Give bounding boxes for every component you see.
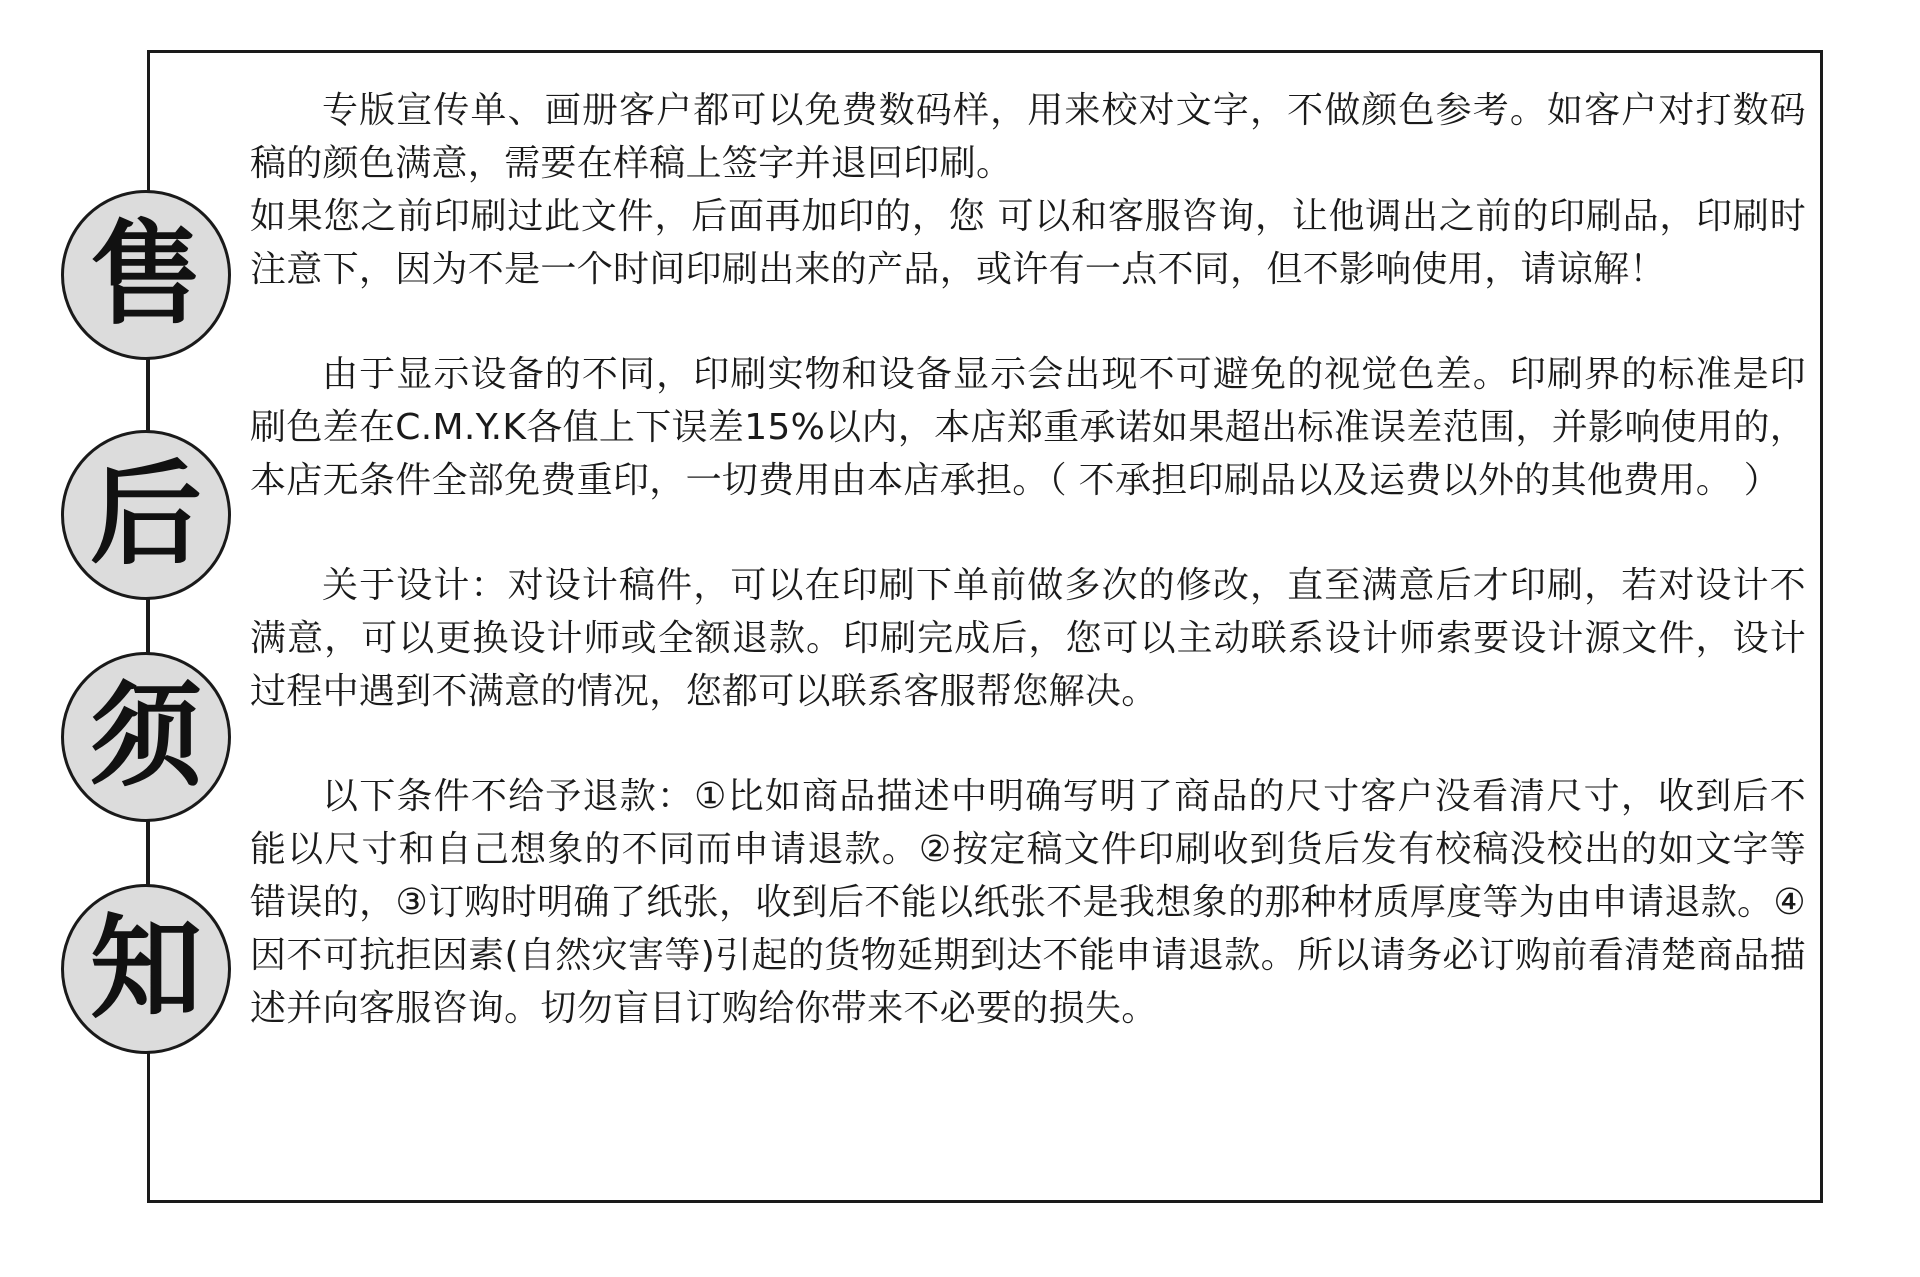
paragraph-reprint: 如果您之前印刷过此文件，后面再加印的，您 可以和客服咨询，让他调出之前的印刷品，印刷时注意下，因为不是一个时间印刷出来的产品，或许有一点不同，但不影响使用，请谅解！ — [250, 196, 1806, 290]
paragraph-design: 关于设计：对设计稿件，可以在印刷下单前做多次的修改，直至满意后才印刷，若对设计不满意，可以更换设计师或全额退款。印刷完成后，您可以主动联系设计师索要设计源文件，设计过程中遇到不满意的情况，您都可以联系客服帮您解决。 — [250, 565, 1806, 712]
heading-char-badge: 后 — [61, 430, 231, 600]
paragraph-proof-sample: 专版宣传单、画册客户都可以免费数码样，用来校对文字，不做颜色参考。如客户对打数码稿的颜色满意，需要在样稿上签字并退回印刷。 — [250, 90, 1806, 184]
paragraph-no-refund: 以下条件不给予退款：①比如商品描述中明确写明了商品的尺寸客户没看清尺寸，收到后不能以尺寸和自己想象的不同而申请退款。②按定稿文件印刷收到货后发有校稿没校出的如文字等错误的，③订购时明确了纸张，收到后不能以纸张不是我想象的那种材质厚度等为由申请退款。④因不可抗拒因素(自然灾害等)引起的货物延期到达不能申请退款。所以请务必订购前看清楚商品描述并向客服咨询。切勿盲目订购给你带来不必要的损失。 — [250, 776, 1806, 1029]
notice-content — [250, 84, 1806, 1184]
paragraph-color-difference: 由于显示设备的不同，印刷实物和设备显示会出现不可避免的视觉色差。印刷界的标准是印刷色差在C.M.Y.K各值上下误差15%以内，本店郑重承诺如果超出标准误差范围，并影响使用的，本店无条件全部免费重印，一切费用由本店承担。（ 不承担印刷品以及运费以外的其他费用。 ） — [250, 354, 1806, 501]
connector-line — [146, 596, 149, 652]
heading-char-badge: 知 — [61, 884, 231, 1054]
heading-char-badge: 须 — [61, 652, 231, 822]
heading-char-badge: 售 — [61, 190, 231, 360]
